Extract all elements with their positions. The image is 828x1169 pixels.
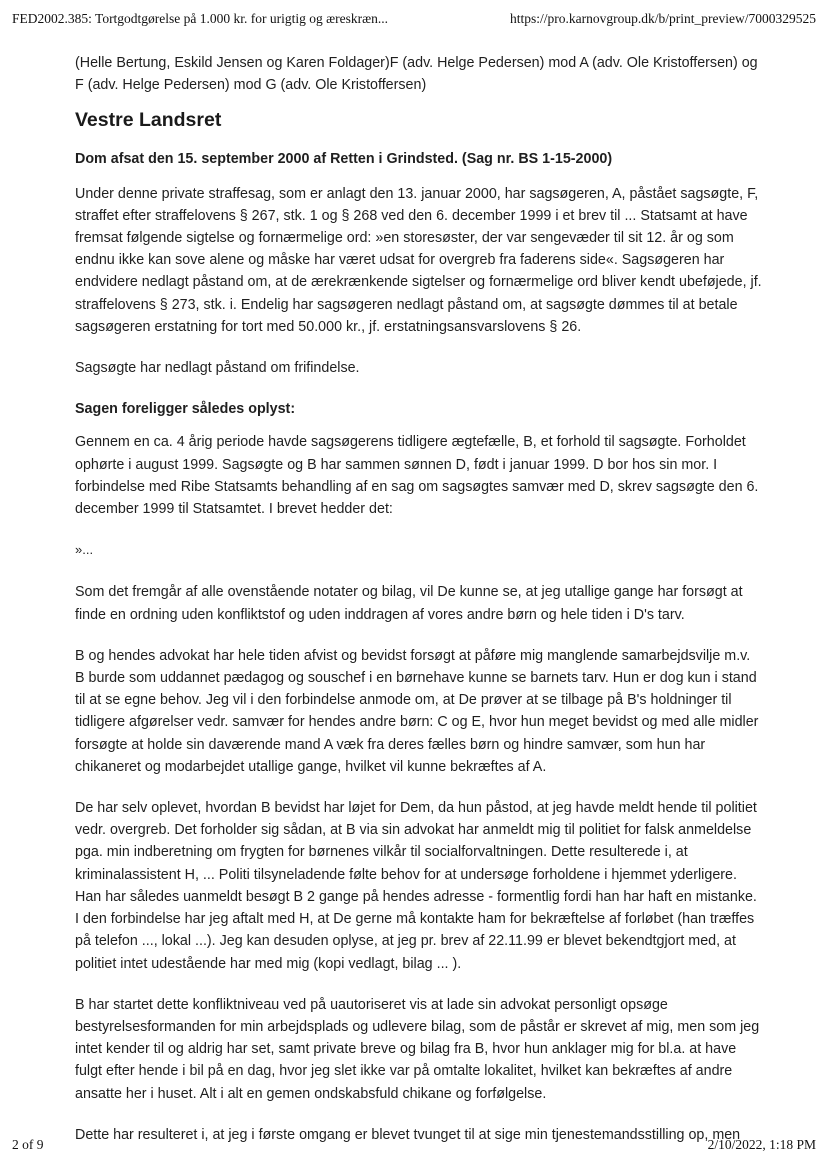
letter-paragraph: B har startet dette konfliktniveau ved på uautoriseret vis at lade sin advokat personligt opsøge bestyrelsesformanden for min arbejdsplads og udlevere bilag, som de påstår er skrevet af mig, men som jeg intet kender til og aldrig har set, samt private breve og bilag fra B, hvor hun anklager mig for bl.a. at have fulgt efter hende i bil på en dag, hvor jeg slet ikke var på omtalte lokalitet, hvilket kan bekræftes af andre ansatte her i huset. Alt i alt en gemen ondskabsfuld chikane og forfølgelse. [75,996,760,1102]
defense-paragraph: Sagsøgte har nedlagt påstand om frifindelse. [75,360,360,377]
page-url: https://pro.karnovgroup.dk/b/print_preview/7000329525 [510,11,816,26]
facts-paragraph: Gennem en ca. 4 årig periode havde sagsøgerens tidligere ægtefælle, B, et forhold til sagsøgte. Forholdet ophørte i august 1999. Sagsøgte og B har sammen sønnen D, født i januar 1999. D bor hos sin mor. I forbindelse med Ribe Statsamts behandling af en sag om sagsøgtes samvær med D, skrev sagsøgte den 6. december 1999 til Statsamtet. I brevet hedder det: [75,434,759,518]
facts-heading: Sagen foreligger således oplyst: [75,401,296,418]
letter-paragraph: Dette har resulteret i, at jeg i første omgang er blevet tvunget til at sige min tjenestemandsstilling op, men [75,1126,741,1143]
intro-paragraph: Under denne private straffesag, som er anlagt den 13. januar 2000, har sagsøgeren, A, påstået sagsøgte, F, straffet efter straffelovens § 267, stk. 1 og § 268 ved den 6. december 1999 i et brev til ... Statsamt at have fremsat følgende sigtelse og fornærmelige ord: »en storesøster, der var sengevæder til sit 12. år og som endnu ikke kan sove alene og måske har været udsat for overgreb fra faderens side«. Sagsøgeren har endvidere nedlagt påstand om, at de ærekrænkende sigtelser og fornærmelige ord bliver kendt ubeføjede, jf. straffelovens § 273, stk. i. Endelig har sagsøgeren nedlagt påstand om, at sagsøgte dømmes til at betale sagsøgeren erstatning for tort med 50.000 kr., jf. erstatningsansvarslovens § 26. [75,185,762,335]
court-title: Vestre Landsret [75,109,222,132]
print-timestamp: 2/10/2022, 1:18 PM [707,1137,816,1152]
parties-line: (Helle Bertung, Eskild Jensen og Karen Foldager)F (adv. Helge Pedersen) mod A (adv. Ole Kristoffersen) og F (adv. Helge Pedersen) mod G (adv. Ole Kristoffersen) [75,55,758,94]
document-body [75,52,763,1165]
verdict-heading: Dom afsat den 15. september 2000 af Retten i Grindsted. (Sag nr. BS 1-15-2000) [75,151,613,168]
print-footer [12,1137,816,1157]
print-header [12,11,816,31]
letter-paragraph: B og hendes advokat har hele tiden afvist og bevidst forsøgt at påføre mig manglende samarbejdsvilje m.v. B burde som uddannet pædagog og souschef i en børnehave kunne se barnets tarv. Hun er dog kun i stand til at se egne behov. Jeg vil i den forbindelse anmode om, at De prøver at se tilbage på B's holdninger til tidligere afgørelser vedr. samvær for hendes andre børn: C og E, hvor hun meget bevidst og med alle midler forsøgte at holde sin daværende mand A væk fra deres fælles børn og hindre samvær, som hun har chikaneret og modarbejdet utallige gange, hvilket vil kunne bekræftes af A. [75,647,759,775]
document-title: FED2002.385: Tortgodtgørelse på 1.000 kr. for urigtig og æreskræn... [12,11,389,26]
letter-paragraph: Som det fremgår af alle ovenstående notater og bilag, vil De kunne se, at jeg utallige gange har forsøgt at finde en ordning uden konfliktstof og uden inddragen af vores andre børn og hele tiden i D's tarv. [75,584,743,623]
letter-paragraph: De har selv oplevet, hvordan B bevidst har løjet for Dem, da hun påstod, at jeg havde meldt hende til politiet vedr. overgreb. Det forholder sig sådan, at B via sin advokat har anmeldt mig til politiet for falsk anmeldelse pga. min indberetning om frygten for børnenes vilkår til socialforvaltningen. Dette resulterede i, at kriminalassistent H, ... Politi tilsyneladende følte behov for at undersøge forholdene i hjemmet yderligere. Han har således uanmeldt besøgt B 2 gange på hendes adresse - formentlig fordi han har haft en mistanke. I den forbindelse har jeg aftalt med H, at De gerne må kontakte ham for bekræftelse af forløbet (han træffes på telefon ..., lokal ...). Jeg kan desuden oplyse, at jeg pr. brev af 22.11.99 er blevet bekendtgjort med, at politiet intet udestående har med mig (kopi vedlagt, bilag ... ). [75,800,757,972]
quote-opening: »... [75,542,94,558]
page-counter: 2 of 9 [12,1137,44,1152]
